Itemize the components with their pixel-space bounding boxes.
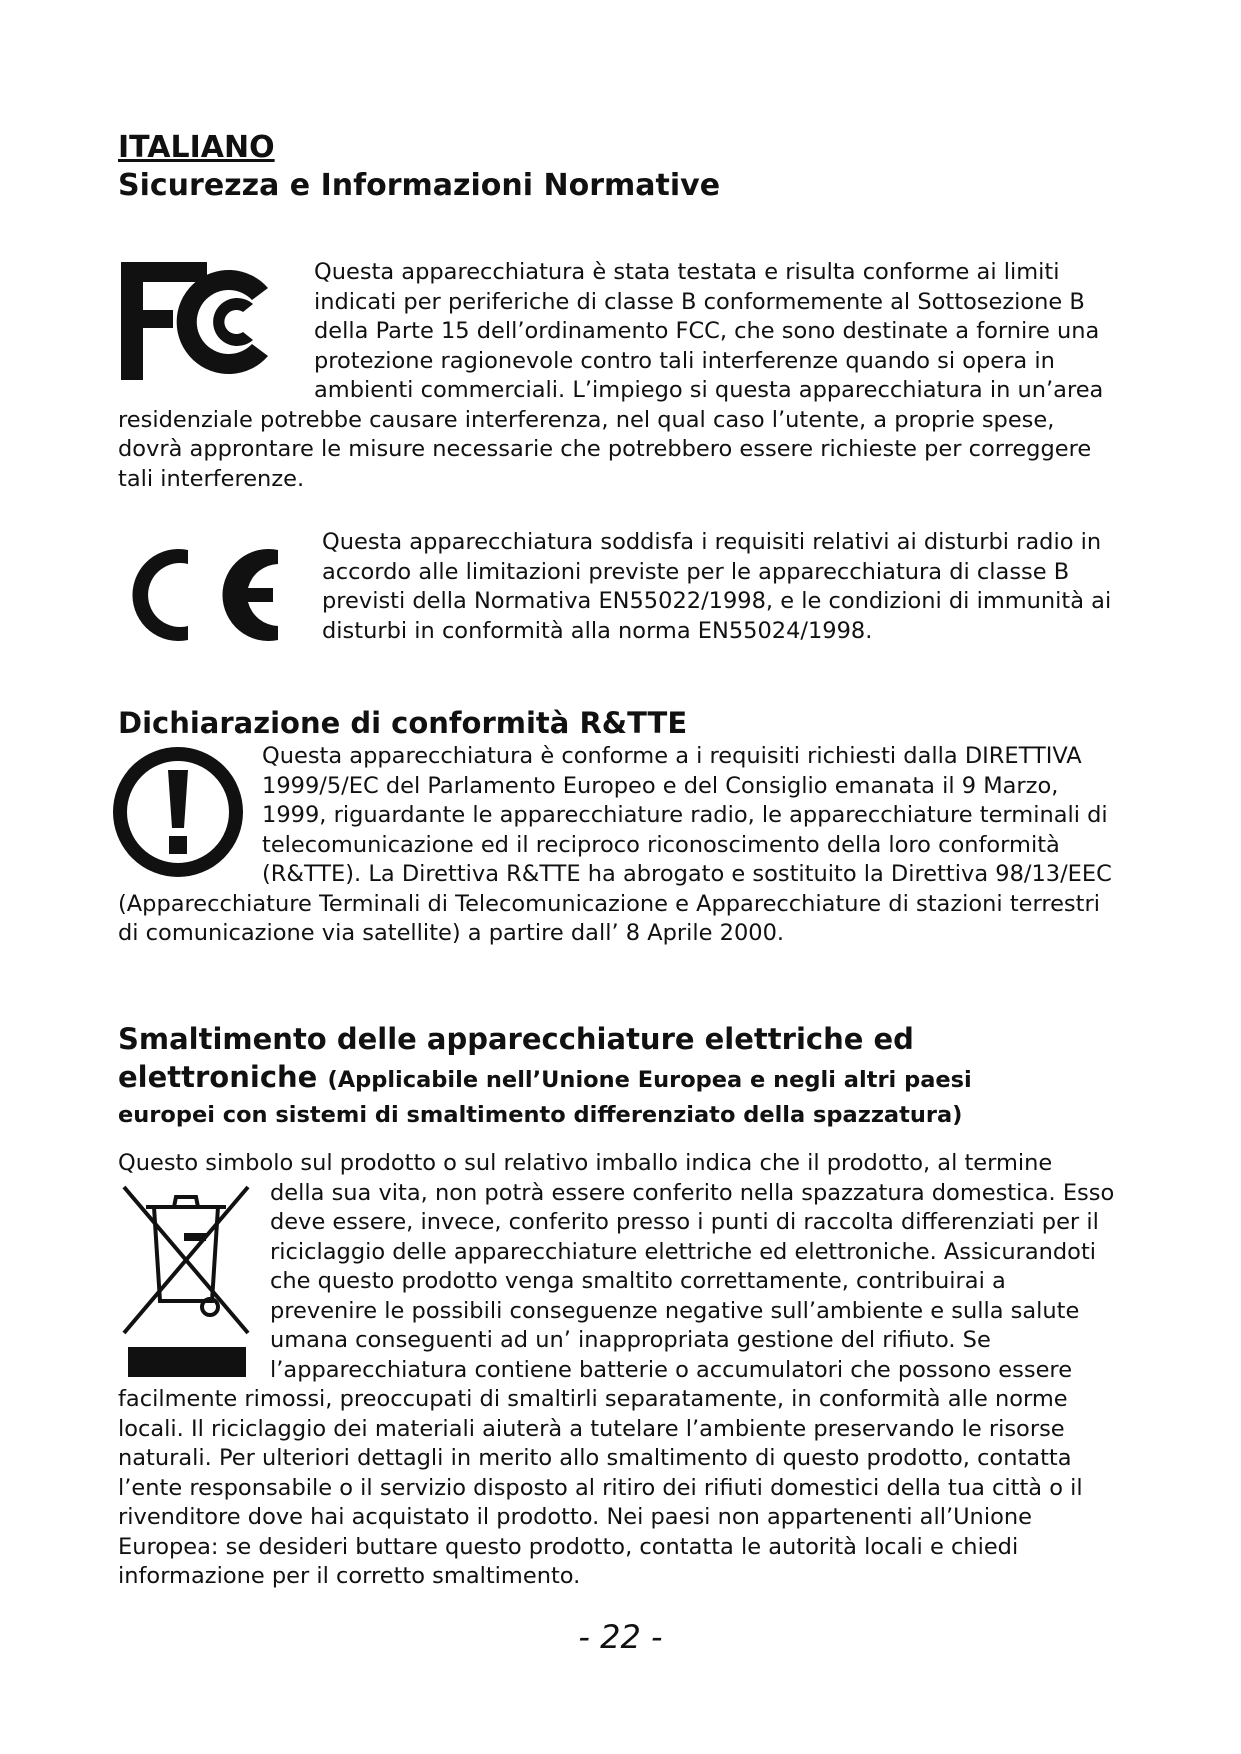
rtte-section — [118, 704, 1118, 949]
weee-heading-note-cont: europei con sistemi di smaltimento differenziato della spazzatura) — [118, 1102, 963, 1128]
fcc-text: Questa apparecchiatura è stata testata e risulta conforme ai limiti indicati per periferiche di classe B conformemente al Sottosezione B della Parte 15 dell’ordinamento FCC, che sono destinate a fornire una protezione ragionevole contro tali interferenze quando si opera in ambienti commerciali. L’impiego si questa apparecchiatura in un’area residenziale potrebbe causare interferenza, nel qual caso l’utente, a proprie spese, dovrà approntare le misure necessarie che potrebbero essere richieste per correggere tali interferenze. — [118, 259, 1104, 492]
ce-mark-icon — [118, 540, 288, 650]
alert-icon — [110, 744, 246, 880]
rtte-heading: Dichiarazione di conformità R&TTE — [118, 706, 688, 740]
wheelie-bin-icon — [118, 1183, 254, 1379]
page-title: Sicurezza e Informazioni Normative — [118, 168, 721, 203]
weee-heading-word: elettroniche — [118, 1060, 318, 1094]
weee-heading: Smaltimento delle apparecchiature elettriche ed — [118, 1022, 914, 1056]
ce-section — [118, 528, 1118, 650]
weee-heading-note: (Applicabile nell’Unione Europea e negli altri paesi — [327, 1067, 972, 1093]
rtte-text: Questa apparecchiatura è conforme a i requisiti richiesti dalla DIRETTIVA 1999/5/EC del Parlamento Europeo e del Consiglio emanata il 9 Marzo, 1999, riguardante le apparecchiature radio, le apparecchiature terminali di telecomunicazione ed il reciproco riconoscimento della loro conformità (R&TTE). La Direttiva R&TTE ha abrogato e sostituito la Direttiva 98/13/EEC (Apparecchiature Terminali di Telecomunicazione e Apparecchiature di stazioni terrestri di comunicazione via satellite) a partire dall’ 8 Aprile 2000. — [118, 743, 1112, 946]
weee-intro-text: Questo simbolo sul prodotto o sul relativo imballo indica che il prodotto, al termine — [118, 1150, 1053, 1176]
weee-text: della sua vita, non potrà essere conferito nella spazzatura domestica. Esso deve essere, invece, conferito presso i punti di raccolta differenziati per il riciclaggio delle apparecchiature elettriche ed elettroniche. Assicurandoti che questo prodotto venga smaltito correttamente, contribuirai a prevenire le possibili conseguenze negative sull’ambiente e sulla salute umana conseguenti ad un’ inappropriata gestione del rifiuto. Se l’apparecchiatura contiene batterie o accumulatori che possono essere facilmente rimossi, preoccupati di smaltirli separatamente, in conformità alle norme locali. Il riciclaggio dei materiali aiuterà a tutelare l’ambiente preservando le risorse naturali. Per ulteriori dettagli in merito allo smaltimento di questo prodotto, contatta l’ente responsabile o il servizio disposto al ritiro dei rifiuti domestici della tua città o il rivenditore dove hai acquistato il prodotto. Nei paesi non appartenenti all’Unione Europea: se desideri buttare questo prodotto, contatta le autorità locali e chiedi informazione per il corretto smaltimento. — [118, 1179, 1115, 1589]
ce-text: Questa apparecchiatura soddisfa i requisiti relativi ai disturbi radio in accordo alle limitazioni previste per le apparecchiatura di classe B previsti della Normativa EN55022/1998, e le condizioni di immunità ai disturbi in conformità alla norma EN55024/1998. — [322, 529, 1112, 644]
page-number: - 22 - — [578, 1618, 663, 1656]
weee-heading-line2 — [118, 1058, 1118, 1099]
fcc-section — [118, 258, 1118, 494]
language-heading: ITALIANO — [118, 130, 275, 165]
weee-section — [118, 1020, 1118, 1592]
fcc-logo-icon — [118, 260, 282, 382]
